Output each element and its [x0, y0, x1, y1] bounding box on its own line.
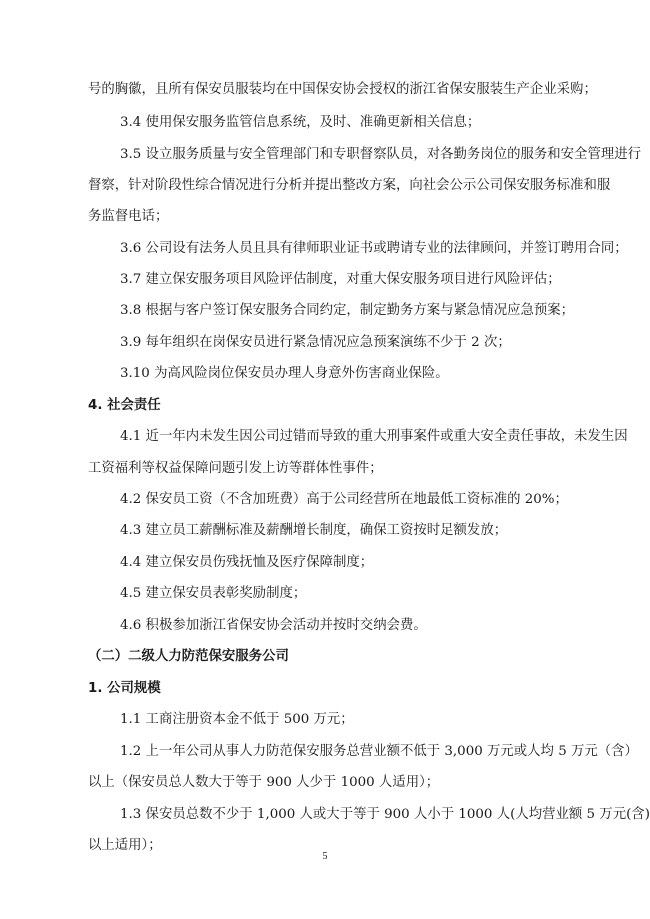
text-line: 号的胸徽，且所有保安员服装均在中国保安协会授权的浙江省保安服装生产企业采购； [88, 82, 597, 97]
text-line: 1.2 上一年公司从事人力防范保安服务总营业额不低于 3,000 万元或人均 5 万元（含） [120, 744, 638, 759]
text-line: 督察，针对阶段性综合情况进行分析并提出整改方案，向社会公示公司保安服务标准和服 [88, 178, 611, 193]
section-heading: 1. 公司规模 [88, 681, 161, 696]
text-line: 4.3 建立员工薪酬标准及薪酬增长制度，确保工资按时足额发放； [120, 523, 508, 538]
text-line: 1.1 工商注册资本金不低于 500 万元； [120, 712, 354, 727]
text-line: 3.7 建立保安服务项目风险评估制度，对重大保安服务项目进行风险评估； [120, 272, 561, 287]
text-line: 3.4 使用保安服务监管信息系统，及时、准确更新相关信息； [120, 115, 481, 130]
text-line: 4.6 积极参加浙江省保安协会活动并按时交纳会费。 [120, 618, 427, 633]
text-line: 3.9 每年组织在岗保安员进行紧急情况应急预案演练不少于 2 次； [120, 335, 511, 350]
page-number: 5 [322, 851, 328, 862]
text-line: 4.5 建立保安员表彰奖励制度； [120, 586, 307, 601]
text-line: 4.2 保安员工资（不含加班费）高于公司经营所在地最低工资标准的 20%； [120, 492, 568, 507]
text-line: 1.3 保安员总数不少于 1,000 人或大于等于 900 人小于 1000 人(人均营业额 5 万元(含) [120, 807, 650, 822]
section-heading: （二）二级人力防范保安服务公司 [88, 649, 289, 664]
text-line: 以上适用）； [88, 838, 162, 853]
section-heading: 4. 社会责任 [88, 398, 161, 413]
text-line: 3.8 根据与客户签订保安服务合同约定，制定勤务方案与紧急情况应急预案； [120, 303, 575, 318]
text-line: 4.1 近一年内未发生因公司过错而导致的重大刑事案件或重大安全责任事故，未发生因 [120, 429, 628, 444]
text-line: 务监督电话； [88, 209, 169, 224]
text-line: 3.10 为高风险岗位保安员办理人身意外伤害商业保险。 [120, 366, 449, 381]
text-line: 工资福利等权益保障问题引发上访等群体性事件； [88, 461, 383, 476]
text-line: 3.5 设立服务质量与安全管理部门和专职督察队员，对各勤务岗位的服务和安全管理进行 [120, 147, 642, 162]
text-line: 以上（保安员总人数大于等于 900 人少于 1000 人适用）； [88, 775, 440, 790]
text-line: 4.4 建立保安员伤残抚恤及医疗保障制度； [120, 555, 374, 570]
text-line: 3.6 公司设有法务人员且具有律师职业证书或聘请专业的法律顾问，并签订聘用合同； [120, 241, 628, 256]
